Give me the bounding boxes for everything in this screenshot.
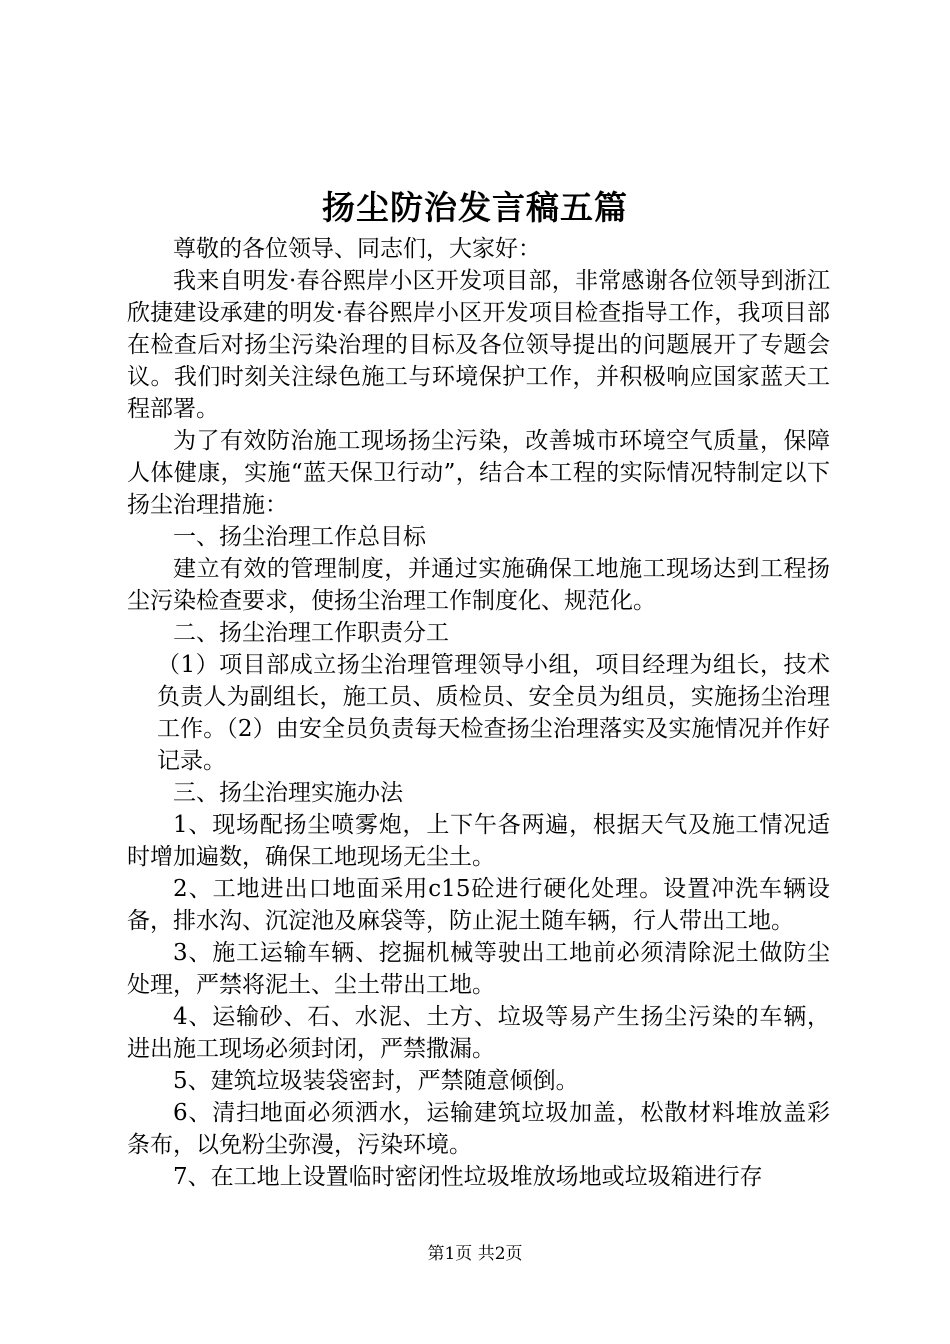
measure-item-2: 2、工地进出口地面采用c15砼进行硬化处理。设置冲洗车辆设备，排水沟、沉淀池及麻袋等，防止泥土随车辆，行人带出工地。 bbox=[127, 876, 830, 934]
paragraph-intro: 我来自明发·春谷熙岸小区开发项目部，非常感谢各位领导到浙江欣捷建设承建的明发·春谷熙岸小区开发项目检查指导工作，我项目部在检查后对扬尘污染治理的目标及各位领导提出的问题展开了专题会议。我们时刻关注绿色施工与环境保护工作，并积极响应国家蓝天工程部署。 bbox=[127, 268, 830, 422]
measure-item-6: 6、清扫地面必须洒水，运输建筑垃圾加盖，松散材料堆放盖彩条布，以免粉尘弥漫，污染环境。 bbox=[127, 1100, 830, 1158]
paragraph-purpose: 为了有效防治施工现场扬尘污染，改善城市环境空气质量，保障人体健康，实施“蓝天保卫行动”，结合本工程的实际情况特制定以下扬尘治理措施： bbox=[127, 428, 830, 518]
section-heading-3: 三、扬尘治理实施办法 bbox=[173, 780, 403, 806]
document-body bbox=[127, 233, 830, 1193]
paragraph-goal: 建立有效的管理制度，并通过实施确保工地施工现场达到工程扬尘污染检查要求，使扬尘治理工作制度化、规范化。 bbox=[127, 556, 830, 614]
page-number-footer: 第1页 共2页 bbox=[427, 1244, 523, 1264]
paragraph-greeting: 尊敬的各位领导、同志们，大家好： bbox=[173, 236, 541, 262]
section-heading-2: 二、扬尘治理工作职责分工 bbox=[173, 620, 449, 646]
measure-item-7: 7、在工地上设置临时密闭性垃圾堆放场地或垃圾箱进行存 bbox=[173, 1164, 763, 1190]
document-title: 扬尘防治发言稿五篇 bbox=[322, 188, 628, 227]
measure-item-5: 5、建筑垃圾装袋密封，严禁随意倾倒。 bbox=[173, 1068, 579, 1094]
paragraph-duties: （1）项目部成立扬尘治理管理领导小组，项目经理为组长，技术负责人为副组长，施工员、质检员、安全员为组员，实施扬尘治理工作。（2）由安全员负责每天检查扬尘治理落实及实施情况并作好记录。 bbox=[157, 652, 830, 774]
measure-item-3: 3、施工运输车辆、挖掘机械等驶出工地前必须清除泥土做防尘处理，严禁将泥土、尘土带出工地。 bbox=[127, 940, 830, 998]
section-heading-1: 一、扬尘治理工作总目标 bbox=[173, 524, 426, 550]
measure-item-4: 4、运输砂、石、水泥、土方、垃圾等易产生扬尘污染的车辆，进出施工现场必须封闭，严禁撒漏。 bbox=[127, 1004, 830, 1062]
measure-item-1: 1、现场配扬尘喷雾炮，上下午各两遍，根据天气及施工情况适时增加遍数，确保工地现场无尘土。 bbox=[127, 812, 830, 870]
